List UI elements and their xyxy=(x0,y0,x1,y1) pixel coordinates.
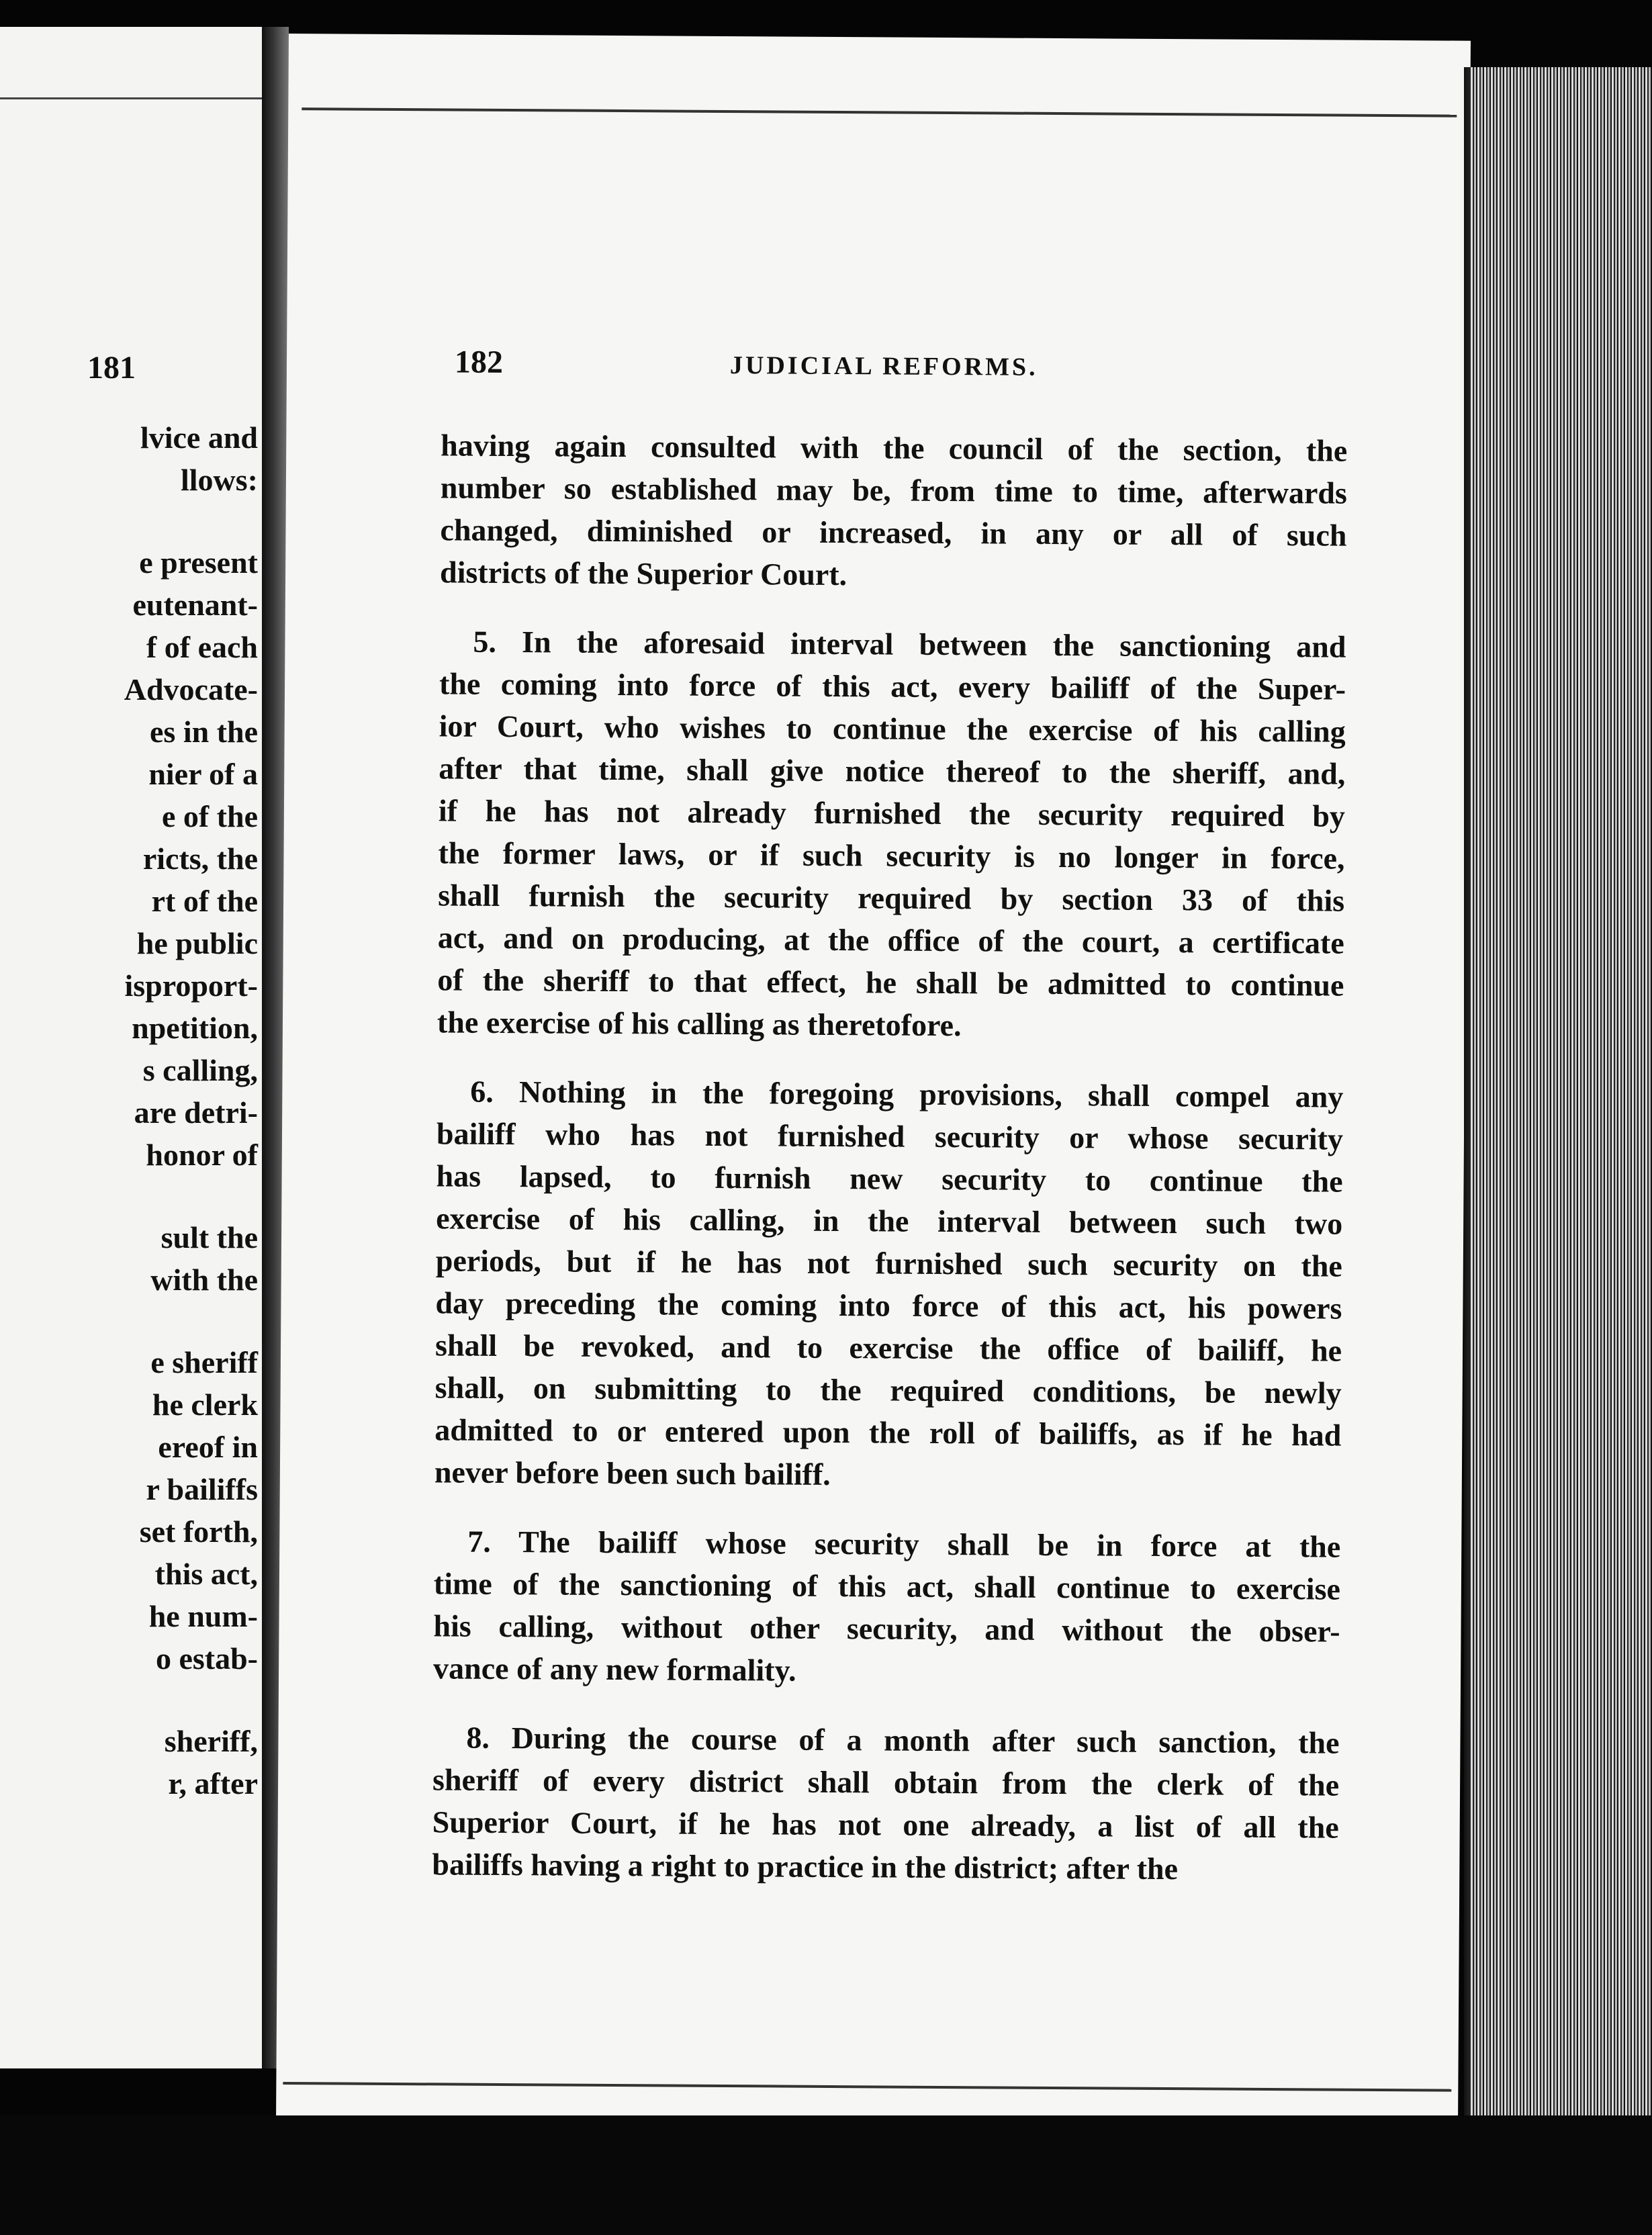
left-page-line: are detri- xyxy=(134,1095,258,1130)
text-line: vance of any new formality. xyxy=(432,1651,796,1688)
text-line: shall be revoked, and to exercise the office of bailiff, he xyxy=(434,1328,1342,1368)
left-page-line: e present xyxy=(139,545,258,580)
text-line: 5. In the aforesaid interval between the sanctioning and xyxy=(473,624,1346,664)
left-page-line: sult the xyxy=(160,1220,258,1255)
left-page-line: he public xyxy=(136,926,258,960)
left-page-line: e of the xyxy=(161,799,258,833)
text-line: shall, on submitting to the required conditions, be newly xyxy=(434,1370,1342,1410)
paragraph xyxy=(434,1070,1344,1498)
text-line: 6. Nothing in the foregoing provisions, shall compel any xyxy=(470,1074,1344,1114)
text-line: bailiff who has not furnished security or whose security xyxy=(436,1116,1344,1156)
page-edges xyxy=(1471,67,1652,2115)
left-page xyxy=(0,27,266,2068)
left-page-line: llows: xyxy=(181,463,258,497)
page-number: 182 xyxy=(454,344,504,380)
text-line: time of the sanctioning of this act, shall continue to exercise xyxy=(433,1566,1341,1606)
text-line: sheriff of every district shall obtain from the clerk of the xyxy=(432,1762,1340,1803)
left-page-line: ereof in xyxy=(158,1430,258,1464)
left-page-line: r, after xyxy=(168,1766,258,1800)
left-page-line: nier of a xyxy=(148,757,258,791)
left-page-line: he num- xyxy=(148,1599,258,1633)
left-page-line: s calling, xyxy=(142,1053,258,1087)
left-page-line: sheriff, xyxy=(164,1724,258,1758)
text-line: of the sheriff to that effect, he shall be admitted to continue xyxy=(437,962,1344,1003)
text-line: has lapsed, to furnish new security to continue the xyxy=(436,1158,1343,1199)
text-line: changed, diminished or increased, in any or all of such xyxy=(440,512,1347,553)
left-page-line: o estab- xyxy=(155,1641,258,1676)
text-line: number so established may be, from time to time, afterwards xyxy=(440,470,1348,510)
left-page-line: isproport- xyxy=(124,968,258,1003)
paragraph xyxy=(440,424,1348,598)
page-body xyxy=(432,424,1348,1917)
paragraph xyxy=(432,1716,1340,1890)
left-page-line xyxy=(3,1176,258,1216)
left-page-line: lvice and xyxy=(140,420,258,455)
text-line: periods, but if he has not furnished such security on the xyxy=(435,1243,1342,1283)
text-line: if he has not already furnished the security required by xyxy=(438,793,1346,833)
text-line: act, and on producing, at the office of the court, a certificate xyxy=(437,920,1344,960)
text-line: Superior Court, if he has not one already, a list of all the xyxy=(432,1805,1339,1845)
paragraph xyxy=(437,620,1346,1048)
main-page xyxy=(276,34,1471,2123)
left-page-line: this act, xyxy=(154,1557,258,1591)
text-line: districts of the Superior Court. xyxy=(439,555,847,592)
scan-background xyxy=(0,2115,1652,2235)
left-page-line: ricts, the xyxy=(142,841,258,876)
left-page-line xyxy=(3,1301,258,1341)
left-page-line: with the xyxy=(150,1263,258,1297)
left-page-line: set forth, xyxy=(139,1514,258,1549)
left-page-rule xyxy=(0,97,265,99)
left-page-line: eutenant- xyxy=(132,588,258,622)
left-page-line: Advocate- xyxy=(124,672,258,706)
text-line: exercise of his calling, in the interval between such two xyxy=(436,1201,1343,1241)
left-page-line: rt of the xyxy=(151,884,258,918)
text-line: 8. During the course of a month after such sanction, the xyxy=(466,1720,1340,1760)
left-page-line: npetition, xyxy=(132,1011,258,1045)
text-line: admitted to or entered upon the roll of bailiffs, as if he had xyxy=(434,1412,1342,1453)
text-line: day preceding the coming into force of this act, his powers xyxy=(435,1285,1342,1326)
running-head xyxy=(287,343,1469,390)
left-page-line: he clerk xyxy=(152,1387,258,1422)
left-page-line xyxy=(3,1680,258,1720)
bottom-rule xyxy=(283,2082,1451,2092)
left-page-text xyxy=(3,416,258,1805)
running-title: JUDICIAL REFORMS. xyxy=(729,351,1038,381)
text-line: the coming into force of this act, every bailiff of the Super- xyxy=(439,666,1346,706)
text-line: after that time, shall give notice thereof to the sheriff, and, xyxy=(439,751,1346,791)
text-line: shall furnish the security required by section 33 of this xyxy=(438,878,1345,918)
text-line: ior Court, who wishes to continue the exercise of his calling xyxy=(439,709,1346,749)
text-line: never before been such bailiff. xyxy=(434,1455,831,1492)
text-line: 7. The bailiff whose security shall be in force at the xyxy=(467,1524,1341,1564)
paragraph xyxy=(433,1520,1341,1694)
left-page-line: honor of xyxy=(146,1138,258,1172)
left-page-number: 181 xyxy=(87,350,136,385)
text-line: his calling, without other security, and without the obser- xyxy=(433,1608,1340,1649)
text-line: having again consulted with the council of the section, the xyxy=(441,428,1348,468)
top-rule xyxy=(302,107,1457,118)
left-page-line: e sheriff xyxy=(150,1345,258,1379)
text-line: bailiffs having a right to practice in the district; after the xyxy=(432,1847,1179,1886)
left-page-line: f of each xyxy=(146,630,258,664)
left-page-line: r bailiffs xyxy=(146,1472,258,1506)
text-line: the former laws, or if such security is no longer in force, xyxy=(438,835,1345,876)
left-page-line xyxy=(3,501,258,541)
left-page-line: es in the xyxy=(150,715,258,749)
text-line: the exercise of his calling as theretofore. xyxy=(437,1005,962,1043)
